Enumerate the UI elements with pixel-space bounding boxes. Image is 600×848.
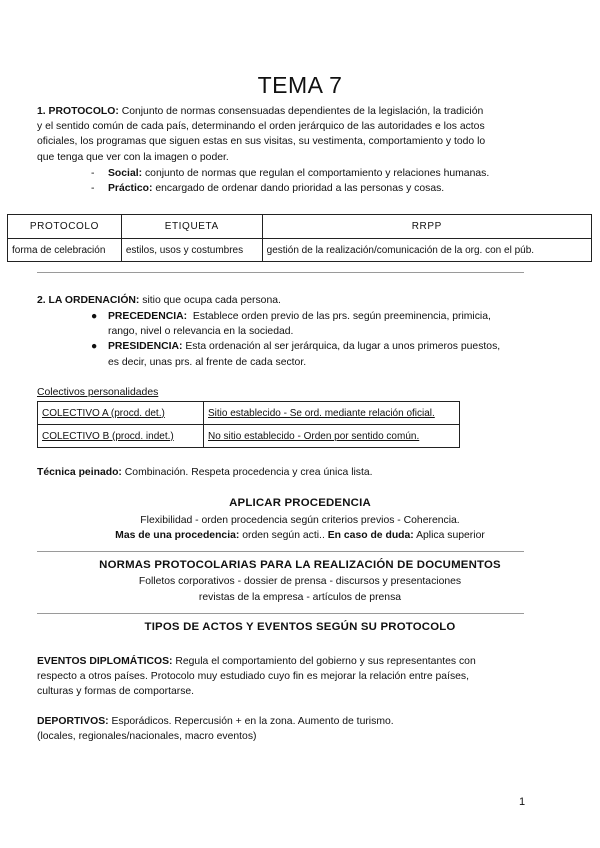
bullet-social: - Social: conjunto de normas que regulan el comportamiento y relaciones humanas. [91,168,490,179]
divider [37,613,524,614]
cell-rrpp: gestión de la realización/comunicación de la org. con el púb. [262,239,591,262]
protocolo-bullets [91,166,531,196]
divider [37,272,524,273]
colectivos-table [37,401,460,448]
protocolo-line-3: oficiales, los programas que siguen estas en sus visitas, su vestimenta, comportamiento y todo lo [37,136,486,148]
colectivos-caption: Colectivos personalidades [37,387,159,398]
deportivos-paragraph: DEPORTIVOS: Esporádicos. Repercusión + en la zona. Aumento de turismo. (locales, regionales/nacionales, macro eventos) [37,716,394,743]
ordenacion-label: 2. LA ORDENACIÓN: [37,295,140,306]
protocolo-line-1: 1. PROTOCOLO: Conjunto de normas consensuadas dependientes de la legislación, la tradición [37,106,484,117]
page-title: TEMA 7 [257,72,343,98]
cell-protocolo: forma de celebración [8,239,122,262]
table-row [38,425,460,448]
ordenacion-paragraph: 2. LA ORDENACIÓN: sitio que ocupa cada persona. [37,295,281,306]
page-number: 1 [519,796,526,808]
protocolo-label: 1. PROTOCOLO: [37,106,119,117]
normas-line-1: Folletos corporativos - dossier de prensa - discursos y presentaciones [138,576,462,587]
protocolo-line-4: que tenga que ver con la imagen o poder. [37,151,229,163]
normas-line-2: revistas de la empresa - artículos de prensa [198,592,402,603]
aplicar-line-1: Flexibilidad - orden procedencia según criterios previos - Coherencia. [140,515,460,526]
normas-heading: NORMAS PROTOCOLARIAS PARA LA REALIZACIÓN DE DOCUMENTOS [99,559,501,571]
protocolo-line-2: y el sentido común de cada país, determinando el orden jerárquico de las autoridades e los actos [37,121,485,133]
diplomaticos-paragraph: EVENTOS DIPLOMÁTICOS: Regula el comportamiento del gobierno y sus representantes con respecto a otros países. Protocolo muy estudiado cuyo fin es mejorar la relación entre países, culturas y formas de comportarse. [37,656,476,698]
bullet-practico: - Práctico: encargado de ordenar dando prioridad a las personas y cosas. [91,183,445,195]
colectivo-a: COLECTIVO A (procd. det.) [38,402,204,425]
colectivo-a-desc: Sitio establecido - Se ord. mediante relación oficial. [204,402,460,425]
header-rrpp: RRPP [262,215,591,239]
bullet-presidencia: ● PRESIDENCIA: Esta ordenación al ser jerárquica, da lugar a unos primeros puestos, es decir, unas prs. al frente de cada sector. [91,341,501,368]
table-row [38,402,460,425]
cell-etiqueta: estilos, usos y costumbres [121,239,262,262]
tipos-heading: TIPOS DE ACTOS Y EVENTOS SEGÚN SU PROTOCOLO [144,621,456,633]
table-header-row [8,215,592,239]
colectivo-b: COLECTIVO B (procd. indet.) [38,425,204,448]
colectivo-b-desc: No sitio establecido - Orden por sentido común. [204,425,460,448]
header-etiqueta: ETIQUETA [121,215,262,239]
header-protocolo: PROTOCOLO [8,215,122,239]
bullet-precedencia: ● PRECEDENCIA: Establece orden previo de las prs. según preeminencia, primicia, rango, nivel o relevancia en la sociedad. [91,311,491,338]
tecnica-paragraph: Técnica peinado: Combinación. Respeta procedencia y crea única lista. [37,467,373,478]
table-row [8,239,592,262]
aplicar-heading: APLICAR PROCEDENCIA [229,497,371,509]
protocolo-paragraph [37,104,529,165]
aplicar-line-2: Mas de una procedencia: orden según acti.. En caso de duda: Aplica superior [115,530,485,541]
divider [37,551,524,552]
protocolo-comparison-table [7,214,592,262]
ordenacion-bullets [91,309,531,370]
